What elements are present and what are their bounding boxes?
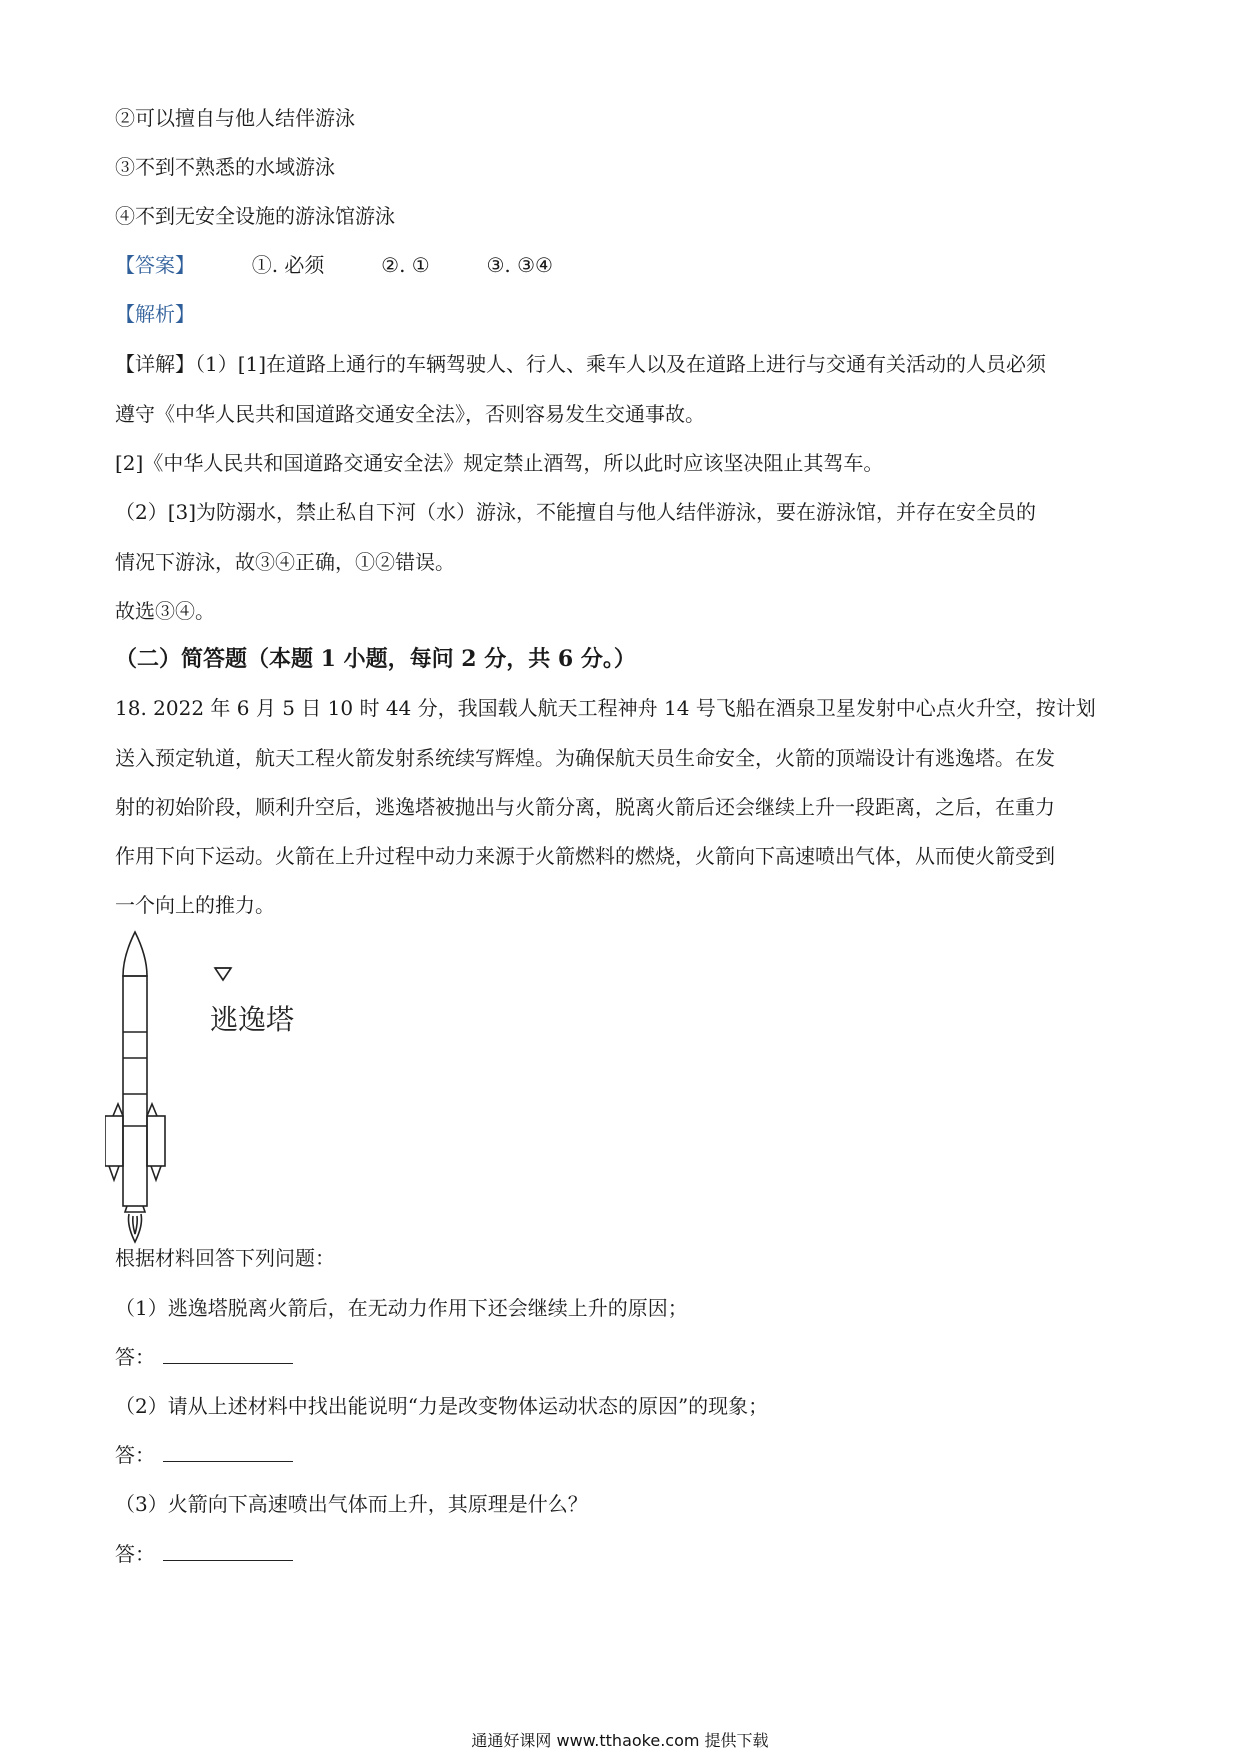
page-footer: 通通好课网 www.tthaoke.com 提供下载 <box>471 1731 769 1750</box>
question-line-1: 18. 2022 年 6 月 5 日 10 时 44 分，我国载人航天工程神舟 14 号飞船在酒泉卫星发射中心点火升空，按计划 <box>115 696 1096 720</box>
right-booster <box>147 1116 165 1166</box>
detail-line-3: [2]《中华人民共和国道路交通安全法》规定禁止酒驾，所以此时应该坚决阻止其驾车。 <box>115 451 884 475</box>
sub-question-1: （1）逃逸塔脱离火箭后，在无动力作用下还会继续上升的原因； <box>115 1296 688 1320</box>
detail-line-2: 遵守《中华人民共和国道路交通安全法》，否则容易发生交通事故。 <box>115 402 705 426</box>
rocket-nose <box>123 932 147 976</box>
right-booster-cap <box>147 1104 157 1116</box>
left-booster <box>105 1116 123 1166</box>
detail-line-1 <box>115 350 1046 378</box>
answer-item-2: ②. ① <box>381 253 430 277</box>
answer-tag: 【答案】 <box>115 253 195 277</box>
answer-prefix: 答： <box>115 1443 155 1467</box>
answer-line <box>115 251 553 279</box>
question-prompt: 根据材料回答下列问题： <box>115 1246 335 1270</box>
answer-prefix: 答： <box>115 1542 155 1566</box>
question-line-4: 作用下向下运动。火箭在上升过程中动力来源于火箭燃料的燃烧，火箭向下高速喷出气体，从而使火箭受到 <box>115 844 1055 868</box>
answer-blank-2[interactable] <box>163 1443 293 1462</box>
sub-question-2: （2）请从上述材料中找出能说明“力是改变物体运动状态的原因”的现象； <box>115 1394 769 1418</box>
question-line-2: 送入预定轨道，航天工程火箭发射系统续写辉煌。为确保航天员生命安全，火箭的顶端设计有逃逸塔。在发 <box>115 746 1055 770</box>
detail-tag: 【详解】 <box>115 352 195 376</box>
escape-tower-label: 逃逸塔 <box>210 1003 295 1036</box>
option-2: ②可以擅自与他人结伴游泳 <box>115 106 355 130</box>
answer-blank-3[interactable] <box>163 1542 293 1561</box>
answer-line-1 <box>115 1343 293 1371</box>
sub-question-3: （3）火箭向下高速喷出气体而上升，其原理是什么？ <box>115 1492 588 1516</box>
detail-line-6: 故选③④。 <box>115 599 215 623</box>
detail-line-5: 情况下游泳，故③④正确，①②错误。 <box>115 550 455 574</box>
rocket-body <box>123 976 147 1206</box>
answer-blank-1[interactable] <box>163 1345 293 1364</box>
question-line-5: 一个向上的推力。 <box>115 893 275 917</box>
detail-line-4: （2）[3]为防溺水，禁止私自下河（水）游泳，不能擅自与他人结伴游泳，要在游泳馆，并存在安全员的 <box>115 500 1037 524</box>
option-3: ③不到不熟悉的水域游泳 <box>115 155 335 179</box>
answer-prefix: 答： <box>115 1345 155 1369</box>
option-4: ④不到无安全设施的游泳馆游泳 <box>115 204 395 228</box>
question-line-3: 射的初始阶段，顺利升空后，逃逸塔被抛出与火箭分离，脱离火箭后还会继续上升一段距离，之后，在重力 <box>115 795 1055 819</box>
rocket-figure <box>105 928 305 1248</box>
answer-line-2 <box>115 1441 293 1469</box>
answer-item-3: ③. ③④ <box>486 253 553 277</box>
answer-item-1: ①. 必须 <box>251 253 325 277</box>
rocket-flame <box>128 1214 141 1242</box>
escape-tower-icon <box>215 968 231 980</box>
left-booster-cap <box>113 1104 123 1116</box>
analysis-tag: 【解析】 <box>115 302 195 326</box>
answer-line-3 <box>115 1540 293 1568</box>
detail-text-1: （1）[1]在道路上通行的车辆驾驶人、行人、乘车人以及在道路上进行与交通有关活动的人员必须 <box>195 352 1047 376</box>
section-title: （二）简答题（本题 1 小题，每问 2 分，共 6 分。） <box>115 646 636 672</box>
